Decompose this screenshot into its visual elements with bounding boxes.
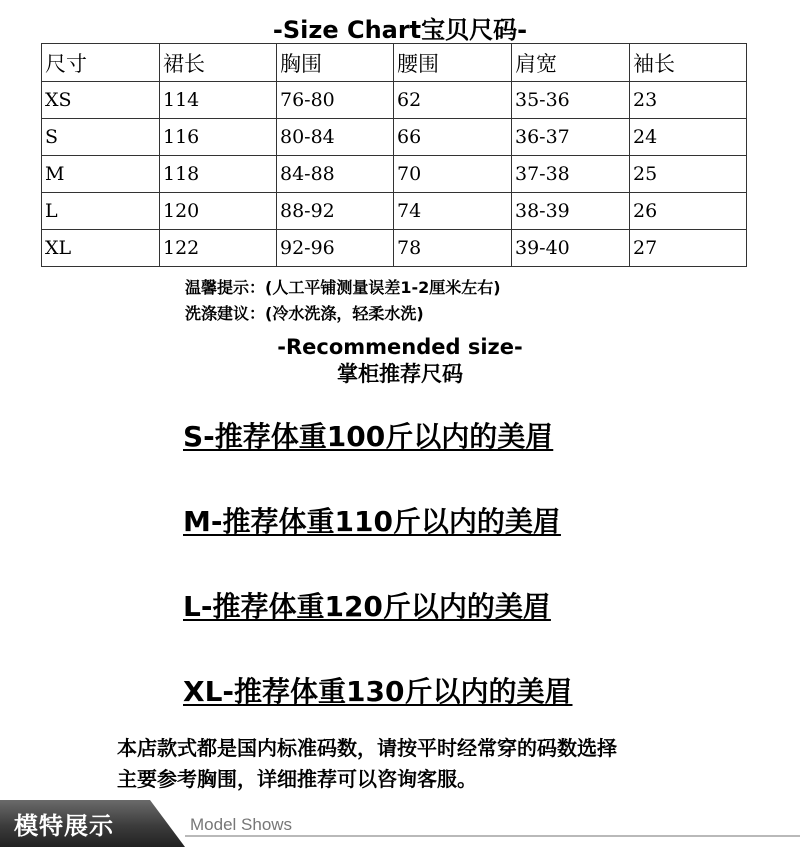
table-row <box>42 82 747 119</box>
table-header-row <box>42 44 747 82</box>
table-cell: 118 <box>160 156 277 193</box>
table-cell: 35-36 <box>512 82 630 119</box>
table-row <box>42 119 747 156</box>
table-cell: 116 <box>160 119 277 156</box>
table-cell: 23 <box>630 82 747 119</box>
table-cell: 26 <box>630 193 747 230</box>
banner-divider <box>185 835 800 837</box>
table-row <box>42 230 747 267</box>
table-cell: 92-96 <box>277 230 394 267</box>
header-shoulder: 肩宽 <box>512 44 630 82</box>
table-cell: S <box>42 119 160 156</box>
header-size: 尺寸 <box>42 44 160 82</box>
care-tips <box>185 275 501 327</box>
table-cell: 37-38 <box>512 156 630 193</box>
table-cell: 27 <box>630 230 747 267</box>
table-cell: 70 <box>394 156 512 193</box>
table-cell: 78 <box>394 230 512 267</box>
recommend-item-s: S-推荐体重100斤以内的美眉 <box>183 420 554 453</box>
banner-title-cn: 模特展示 <box>14 812 114 840</box>
table-cell: 88-92 <box>277 193 394 230</box>
table-cell: 122 <box>160 230 277 267</box>
table-cell: 120 <box>160 193 277 230</box>
table-cell: 62 <box>394 82 512 119</box>
table-cell: 74 <box>394 193 512 230</box>
table-cell: 36-37 <box>512 119 630 156</box>
model-shows-banner <box>0 800 800 847</box>
size-chart-table <box>41 43 747 267</box>
table-row <box>42 193 747 230</box>
wash-tip: 洗涤建议：(冷水洗涤，轻柔水洗) <box>185 304 424 323</box>
recommend-item-m: M-推荐体重110斤以内的美眉 <box>183 505 561 538</box>
measure-tip: 温馨提示：(人工平铺测量误差1-2厘米左右) <box>185 278 501 297</box>
header-sleeve: 袖长 <box>630 44 747 82</box>
table-cell: 84-88 <box>277 156 394 193</box>
table-cell: 24 <box>630 119 747 156</box>
recommend-item-xl: XL-推荐体重130斤以内的美眉 <box>183 675 573 708</box>
table-cell: 39-40 <box>512 230 630 267</box>
recommend-title-en: -Recommended size- <box>277 335 523 359</box>
header-waist: 腰围 <box>394 44 512 82</box>
table-cell: 66 <box>394 119 512 156</box>
table-cell: 80-84 <box>277 119 394 156</box>
note-line-1: 本店款式都是国内标准码数，请按平时经常穿的码数选择 <box>117 736 617 760</box>
recommend-item-l: L-推荐体重120斤以内的美眉 <box>183 590 551 623</box>
table-cell: XS <box>42 82 160 119</box>
header-bust: 胸围 <box>277 44 394 82</box>
table-cell: 76-80 <box>277 82 394 119</box>
table-cell: M <box>42 156 160 193</box>
table-cell: 114 <box>160 82 277 119</box>
recommend-title-cn: 掌柜推荐尺码 <box>337 362 463 386</box>
table-cell: L <box>42 193 160 230</box>
note-line-2: 主要参考胸围，详细推荐可以咨询客服。 <box>117 767 477 791</box>
size-notes <box>117 733 617 795</box>
table-row <box>42 156 747 193</box>
size-chart-title: -Size Chart宝贝尺码- <box>272 16 528 44</box>
table-cell: 38-39 <box>512 193 630 230</box>
recommend-heading <box>0 334 800 388</box>
table-cell: 25 <box>630 156 747 193</box>
table-cell: XL <box>42 230 160 267</box>
header-length: 裙长 <box>160 44 277 82</box>
banner-title-en: Model Shows <box>190 815 293 834</box>
